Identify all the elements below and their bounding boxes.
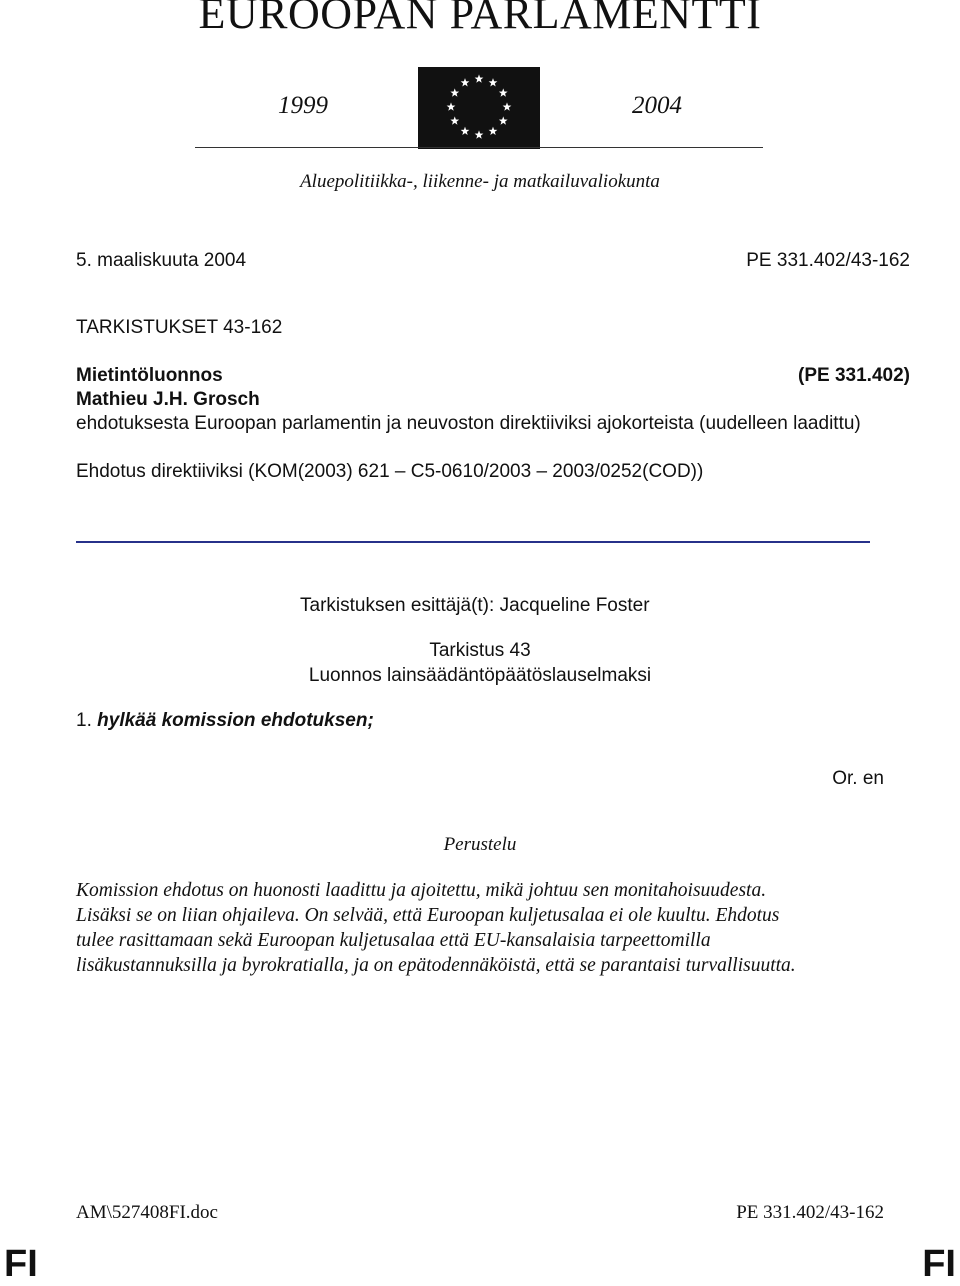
footer-language-left: FI	[4, 1243, 38, 1285]
header-divider	[195, 147, 763, 148]
justification-line-2: Lisäksi se on liian ohjaileva. On selvää, että Euroopan kuljetusalaa ei ole kuultu. Ehdotus	[76, 905, 780, 926]
report-description: ehdotuksesta Euroopan parlamentin ja neuvoston direktiiviksi ajokorteista (uudelleen laadittu)	[76, 413, 861, 434]
star-icon	[447, 102, 456, 110]
star-icon	[499, 116, 508, 124]
footer-filename: AM\527408FI.doc	[76, 1202, 218, 1223]
star-icon	[450, 116, 459, 124]
amendments-title: TARKISTUKSET 43-162	[76, 317, 283, 338]
term-start-year: 1999	[278, 92, 328, 119]
star-icon	[489, 127, 498, 135]
star-icon	[475, 74, 484, 82]
document-title: EUROOPAN PARLAMENTTI	[198, 0, 762, 38]
justification-line-3: tulee rasittamaan sekä Euroopan kuljetusalaa että EU-kansalaisia tarpeettomilla	[76, 930, 711, 951]
star-icon	[450, 88, 459, 96]
proposal-reference: Ehdotus direktiiviksi (KOM(2003) 621 – C5-0610/2003 – 2003/0252(COD))	[76, 461, 704, 482]
justification-line-1: Komission ehdotus on huonosti laadittu ja ajoitettu, mikä johtuu sen monitahoisuudesta.	[76, 880, 767, 901]
original-language: Or. en	[832, 768, 884, 789]
star-icon	[475, 130, 484, 138]
star-icon	[503, 102, 512, 110]
document-reference: PE 331.402/43-162	[746, 250, 910, 271]
justification-line-4: lisäkustannuksilla ja byrokratialla, ja on epätodennäköistä, että se parantaisi turvallisuutta.	[76, 955, 796, 976]
item-number: 1.	[76, 710, 92, 731]
footer-language-right: FI	[922, 1243, 956, 1285]
eu-stars-icon	[418, 67, 540, 149]
report-reference: (PE 331.402)	[798, 365, 910, 386]
amendment-tabled-by: Tarkistuksen esittäjä(t): Jacqueline Foster	[300, 595, 650, 616]
star-icon	[499, 88, 508, 96]
section-divider	[76, 541, 870, 543]
amendment-target: Luonnos lainsäädäntöpäätöslauselmaksi	[308, 665, 652, 686]
report-label: Mietintöluonnos	[76, 365, 223, 386]
item-text: hylkää komission ehdotuksen;	[97, 710, 374, 731]
star-icon	[461, 127, 470, 135]
star-icon	[461, 78, 470, 86]
justification-heading: Perustelu	[443, 834, 517, 855]
term-end-year: 2004	[632, 92, 682, 119]
amendment-item	[76, 710, 374, 732]
amendment-number: Tarkistus 43	[429, 640, 531, 661]
star-icon	[489, 78, 498, 86]
rapporteur-name: Mathieu J.H. Grosch	[76, 389, 260, 410]
footer-reference: PE 331.402/43-162	[736, 1202, 884, 1223]
document-date: 5. maaliskuuta 2004	[76, 250, 247, 271]
committee-name: Aluepolitiikka-, liikenne- ja matkailuvaliokunta	[300, 171, 660, 192]
